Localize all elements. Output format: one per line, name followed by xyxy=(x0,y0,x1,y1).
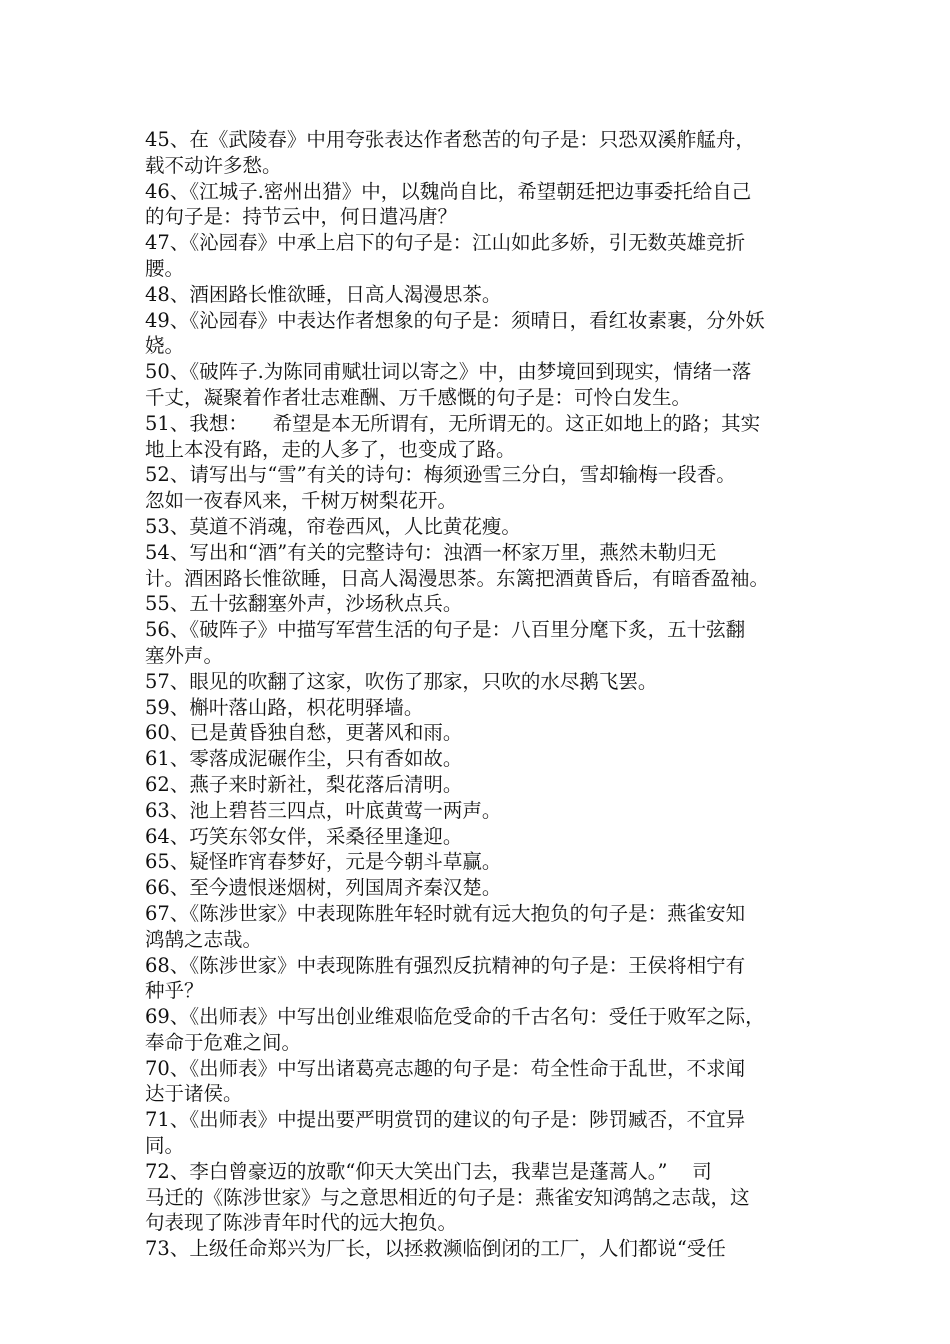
text-line: 种乎？ xyxy=(145,979,204,1003)
text-line: 60、已是黄昏独自愁，更著风和雨。 xyxy=(145,721,463,745)
text-line: 72、李白曾豪迈的放歌“仰天大笑出门去，我辈岂是蓬蒿人。” 司 xyxy=(145,1159,712,1183)
text-line: 59、槲叶落山路，枳花明驿墙。 xyxy=(145,695,424,719)
text-line: 46、《江城子.密州出猎》中，以魏尚自比，希望朝廷把边事委托给自己 xyxy=(145,179,752,203)
text-line: 57、眼见的吹翻了这家，吹伤了那家，只吹的水尽鹅飞罢。 xyxy=(145,669,658,693)
text-line: 53、莫道不消魂，帘卷西风，人比黄花瘦。 xyxy=(145,514,521,538)
text-line: 忽如一夜春风来，千树万树梨花开。 xyxy=(145,489,458,513)
text-line: 塞外声。 xyxy=(145,643,224,667)
text-line: 句表现了陈涉青年时代的远大抱负。 xyxy=(145,1211,458,1235)
text-line: 腰。 xyxy=(145,256,185,280)
text-line: 67、《陈涉世家》中表现陈胜年轻时就有远大抱负的句子是：燕雀安知 xyxy=(145,901,746,925)
text-line: 同。 xyxy=(145,1134,185,1158)
text-line: 62、燕子来时新社，梨花落后清明。 xyxy=(145,772,463,796)
text-line: 73、上级任命郑兴为厂长，以拯救濒临倒闭的工厂，人们都说“受任 xyxy=(145,1237,726,1261)
text-line: 50、《破阵子.为陈同甫赋壮词以寄之》中，由梦境回到现实，情绪一落 xyxy=(145,360,752,384)
text-line: 娆。 xyxy=(145,334,185,358)
text-line: 66、至今遗恨迷烟树，列国周齐秦汉楚。 xyxy=(145,876,502,900)
text-line: 68、《陈涉世家》中表现陈胜有强烈反抗精神的句子是：王侯将相宁有 xyxy=(145,953,746,977)
text-line: 45、在《武陵春》中用夸张表达作者愁苦的句子是：只恐双溪舴艋舟， xyxy=(145,128,755,151)
text-line: 47、《沁园春》中承上启下的句子是：江山如此多娇，引无数英雄竞折 xyxy=(145,231,746,255)
text-line: 地上本没有路，走的人多了，也变成了路。 xyxy=(145,437,516,461)
text-line: 56、《破阵子》中描写军营生活的句子是：八百里分麾下炙，五十弦翻 xyxy=(145,618,746,642)
text-line: 71、《出师表》中提出要严明赏罚的建议的句子是：陟罚臧否，不宜异 xyxy=(145,1108,746,1132)
text-line: 48、酒困路长惟欲睡，日高人渴漫思茶。 xyxy=(145,282,502,306)
text-line: 69、《出师表》中写出创业维艰临危受命的千古名句：受任于败军之际， xyxy=(145,1005,765,1029)
text-line: 51、我想： 希望是本无所谓有，无所谓无的。这正如地上的路；其实 xyxy=(145,411,761,435)
text-line: 63、池上碧苔三四点，叶底黄莺一两声。 xyxy=(145,798,502,822)
text-line: 65、疑怪昨宵春梦好，元是今朝斗草赢。 xyxy=(145,850,502,874)
text-line: 千丈，凝聚着作者壮志难酬、万千感慨的句子是：可怜白发生。 xyxy=(145,385,692,409)
text-line: 的句子是：持节云中，何日遣冯唐？ xyxy=(145,205,458,229)
document-body xyxy=(145,127,825,1262)
text-line: 马迁的《陈涉世家》与之意思相近的句子是：燕雀安知鸿鹄之志哉，这 xyxy=(145,1185,750,1209)
text-line: 61、零落成泥碾作尘，只有香如故。 xyxy=(145,747,463,771)
text-line: 55、五十弦翻塞外声，沙场秋点兵。 xyxy=(145,592,463,616)
text-line: 54、写出和“酒”有关的完整诗句：浊酒一杯家万里，燕然未勒归无 xyxy=(145,540,717,564)
text-line: 70、《出师表》中写出诸葛亮志趣的句子是：苟全性命于乱世，不求闻 xyxy=(145,1056,746,1080)
text-line: 达于诸侯。 xyxy=(145,1082,243,1106)
text-line: 奉命于危难之间。 xyxy=(145,1030,302,1054)
text-line: 计。酒困路长惟欲睡，日高人渴漫思茶。东篱把酒黄昏后，有暗香盈袖。 xyxy=(145,566,770,590)
text-line: 64、巧笑东邻女伴，采桑径里逢迎。 xyxy=(145,824,463,848)
text-line: 载不动许多愁。 xyxy=(145,153,282,177)
text-line: 鸿鹄之志哉。 xyxy=(145,927,263,951)
text-line: 49、《沁园春》中表达作者想象的句子是：须晴日，看红妆素裹，分外妖 xyxy=(145,308,765,332)
text-line: 52、请写出与“雪”有关的诗句：梅须逊雪三分白，雪却输梅一段香。 xyxy=(145,463,736,487)
